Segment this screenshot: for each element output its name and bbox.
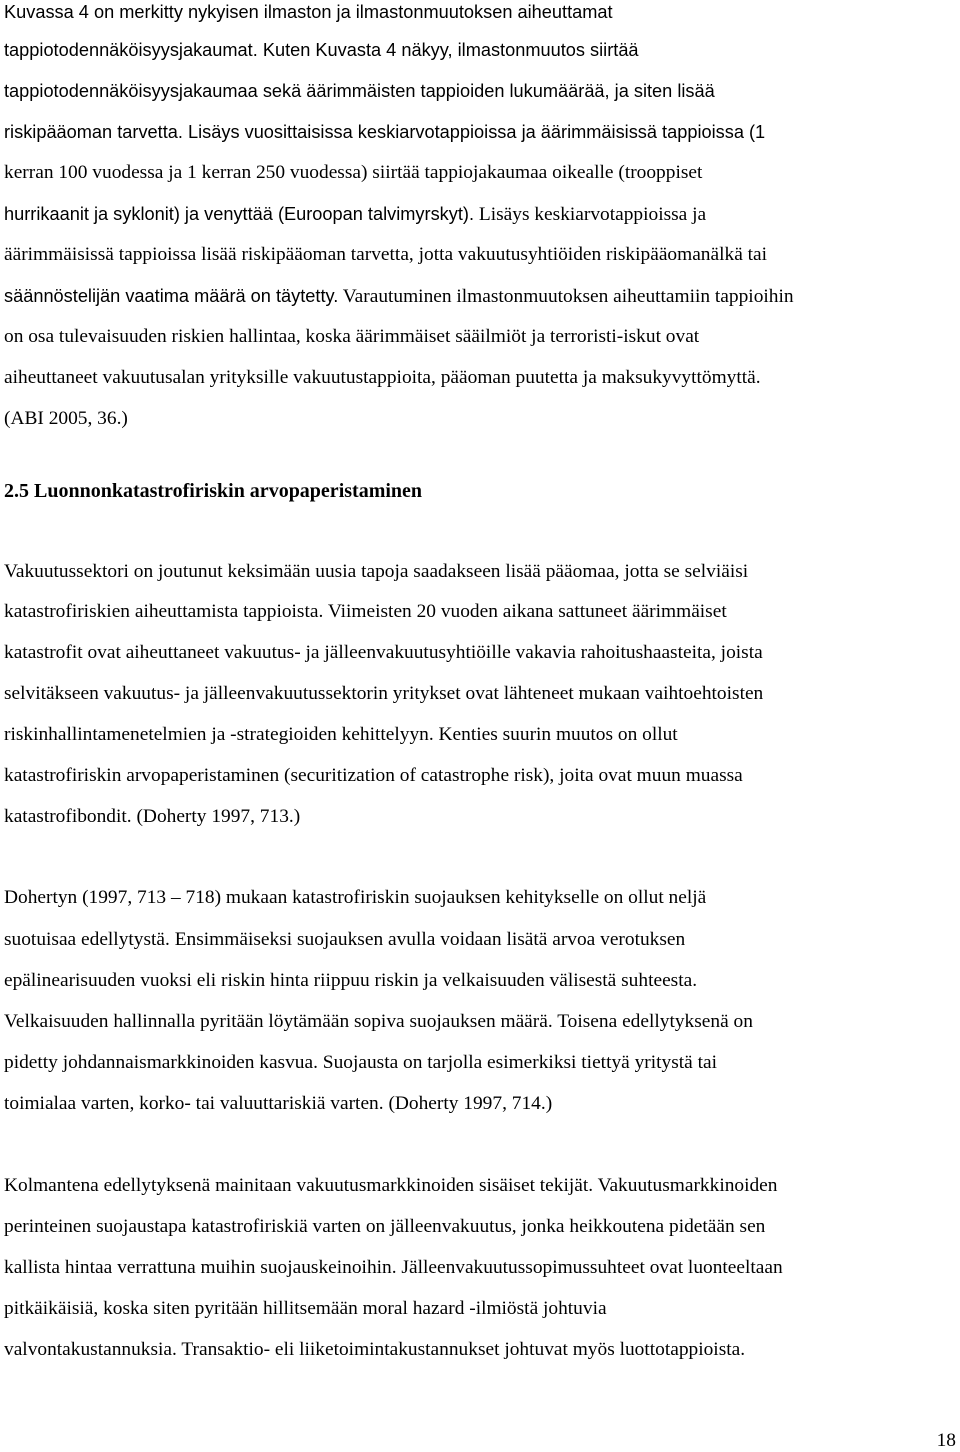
- text-span: (ABI 2005, 36.): [4, 408, 128, 429]
- text-line: katastrofiriskien aiheuttamista tappioista. Viimeisten 20 vuoden aikana sattuneet äärimmäiset: [4, 601, 727, 622]
- text-line: [4, 325, 699, 349]
- text-line: [4, 366, 761, 390]
- text-span: Lisäys vuosittaisissa keskiarvotappioissa ja äärimmäisissä tappioissa (1: [182, 122, 766, 142]
- text-line: suotuisaa edellytystä. Ensimmäiseksi suojauksen avulla voidaan lisätä arvoa verotuksen: [4, 929, 686, 950]
- text-line: toimialaa varten, korko- tai valuuttariskiä varten. (Doherty 1997, 714.): [4, 1093, 553, 1114]
- text-span: tappiotodennäköisyysjakaumaa sekä äärimmäisten tappioiden lukumäärää, ja siten lisää: [4, 81, 715, 101]
- text-line: [4, 161, 702, 185]
- text-span: riskipääoman tarvetta.: [4, 122, 183, 142]
- text-line: pidetty johdannaismarkkinoiden kasvua. Suojausta on tarjolla esimerkiksi tiettyä yritystä tai: [4, 1052, 717, 1073]
- text-span: tappiotodennäköisyysjakaumat. Kuten Kuvasta 4 näkyy, ilmastonmuutos siirtää: [4, 40, 639, 60]
- text-span: Kuvassa 4 on merkitty nykyisen ilmaston ja ilmastonmuutoksen aiheuttamat: [4, 2, 613, 22]
- text-span: hurrikaanit ja syklonit) ja venyttää (Euroopan talvimyrskyt).: [4, 204, 475, 224]
- text-line: katastrofit ovat aiheuttaneet vakuutus- ja jälleenvakuutusyhtiöille vakavia rahoitushaasteita, joista: [4, 642, 763, 663]
- text-line: katastrofibondit. (Doherty 1997, 713.): [4, 806, 301, 827]
- text-line: [4, 284, 794, 308]
- text-span: Lisäys keskiarvotappioissa ja: [474, 204, 707, 225]
- text-span: aiheuttaneet vakuutusalan yrityksille vakuutustappioita, pääoman puutetta ja maksukyvyttömyttä.: [4, 367, 761, 388]
- text-line: Kolmantena edellytyksenä mainitaan vakuutusmarkkinoiden sisäiset tekijät. Vakuutusmarkkinoiden: [4, 1175, 778, 1196]
- text-span: kerran 100 vuodessa ja 1 kerran 250 vuodessa) siirtää tappiojakaumaa oikealle (trooppiset: [4, 162, 703, 183]
- text-span: Varautuminen ilmastonmuutoksen aiheuttamiin tappioihin: [338, 286, 794, 307]
- text-line: Velkaisuuden hallinnalla pyritään löytämään sopiva suojauksen määrä. Toisena edellytyksenä on: [4, 1011, 753, 1032]
- text-line: [4, 79, 715, 103]
- text-line: [4, 243, 767, 267]
- text-line: perinteinen suojaustapa katastrofiriskiä varten on jälleenvakuutus, jonka heikkoutena pidetään sen: [4, 1216, 766, 1237]
- text-line: valvontakustannuksia. Transaktio- eli liiketoimintakustannukset johtuvat myös luottotappioista.: [4, 1339, 746, 1360]
- text-line: Dohertyn (1997, 713 – 718) mukaan katastrofiriskin suojauksen kehitykselle on ollut neljä: [4, 887, 707, 908]
- text-line: [4, 120, 765, 144]
- text-line: katastrofiriskin arvopaperistaminen (securitization of catastrophe risk), joita ovat muun muassa: [4, 765, 743, 786]
- text-line: kallista hintaa verrattuna muihin suojauskeinoihin. Jälleenvakuutussopimussuhteet ovat luonteeltaan: [4, 1257, 783, 1278]
- text-line: Vakuutussektori on joutunut keksimään uusia tapoja saadakseen lisää pääomaa, jotta se selviäisi: [4, 561, 749, 582]
- text-line: epälinearisuuden vuoksi eli riskin hinta riippuu riskin ja velkaisuuden välisestä suhteesta.: [4, 970, 698, 991]
- text-line: selvitäkseen vakuutus- ja jälleenvakuutussektorin yritykset ovat lähteneet mukaan vaihtoehtoisten: [4, 683, 764, 704]
- text-line: pitkäikäisiä, koska siten pyritään hillitsemään moral hazard -ilmiöstä johtuvia: [4, 1298, 607, 1319]
- text-span: on osa tulevaisuuden riskien hallintaa, koska äärimmäiset sääilmiöt ja terroristi-iskut ovat: [4, 326, 700, 347]
- text-line: [4, 38, 639, 62]
- text-line: [4, 202, 706, 226]
- text-span: äärimmäisissä tappioissa lisää riskipääoman tarvetta, jotta vakuutusyhtiöiden riskipääomanälkä tai: [4, 244, 768, 265]
- page-number: 18: [936, 1430, 956, 1451]
- text-line: [4, 0, 613, 24]
- text-span: säännöstelijän vaatima määrä on täytetty.: [4, 286, 339, 306]
- section-heading: 2.5 Luonnonkatastrofiriskin arvopaperistaminen: [4, 480, 423, 502]
- text-line: [4, 407, 128, 431]
- text-line: riskinhallintamenetelmien ja -strategioiden kehittelyyn. Kenties suurin muutos on ollut: [4, 724, 678, 745]
